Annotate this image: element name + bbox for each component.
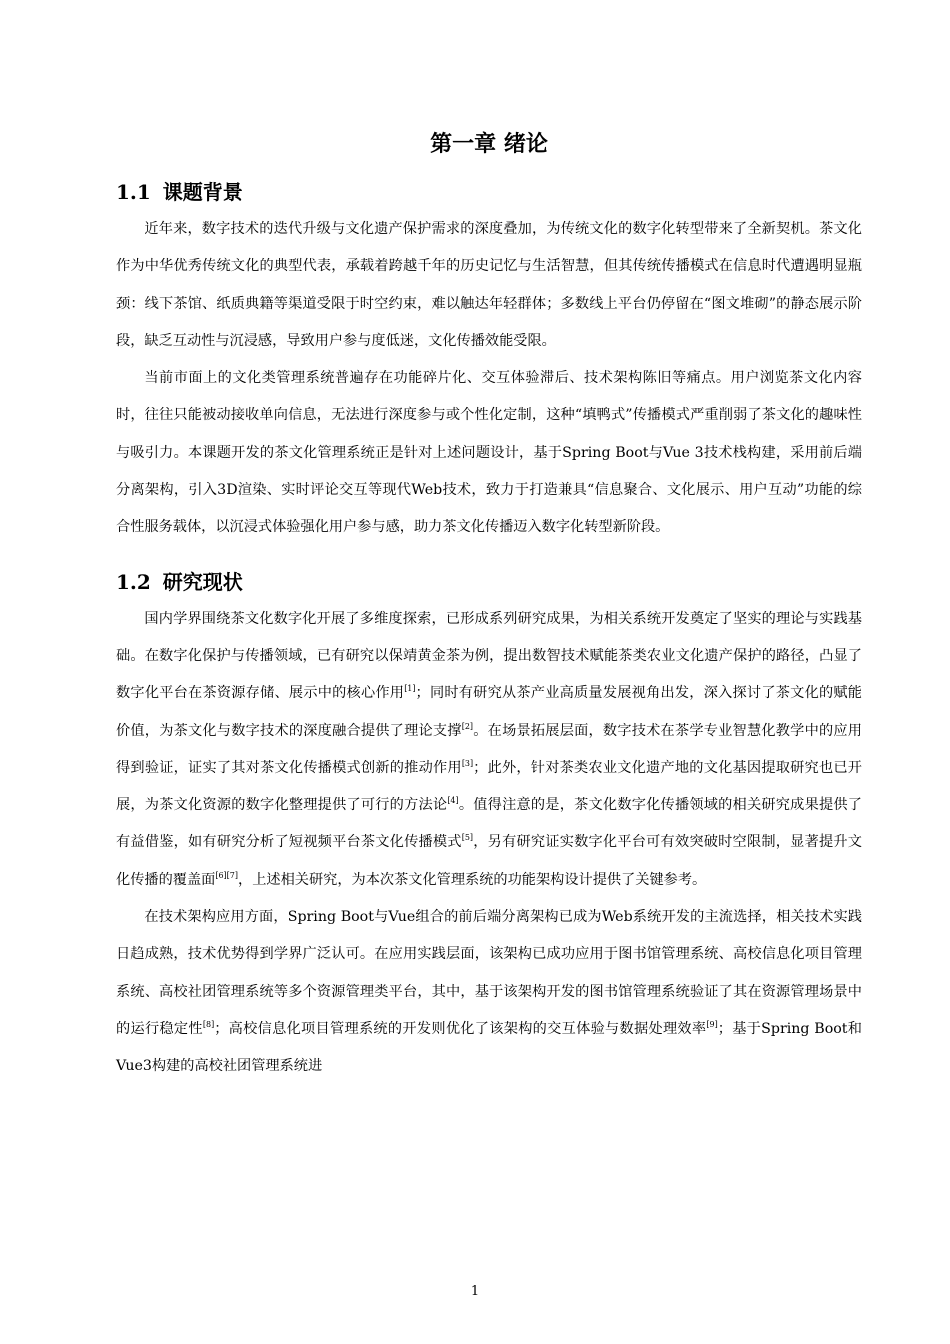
section-title: 课题背景 <box>162 180 243 204</box>
citation-ref: [2] <box>461 721 474 731</box>
paragraph-text: 。在场景拓展层面，数字技术在茶学专业智慧化教学中的应用得到验证，证实了其对茶文化传播模式创新的推动作用 <box>116 722 862 776</box>
paragraph-text: ；基于Spring Boot和Vue3构建的高校社团管理系统进 <box>116 1020 862 1075</box>
paragraph-text: ；高校信息化项目管理系统的开发则优化了该架构的交互体验与数据处理效率 <box>214 1020 707 1037</box>
citation-ref: [1] <box>404 684 416 694</box>
page-content <box>116 124 862 1086</box>
paragraph-text: 。值得注意的是，茶文化数字化传播领域的相关研究成果提供了有益借鉴，如有研究分析了短视频平台茶文化传播模式 <box>116 797 862 851</box>
citation-ref: [9] <box>706 1019 718 1029</box>
citation-ref: [6][7] <box>215 870 238 880</box>
citation-ref: [3] <box>461 758 474 768</box>
paragraph-text: ；此外，针对茶类农业文化遗产地的文化基因提取研究也已开展，为茶文化资源的数字化整理提供了可行的方法论 <box>116 759 862 814</box>
page-number: 1 <box>470 1284 480 1299</box>
section-heading <box>116 565 862 599</box>
paragraph-text: ，另有研究证实数字化平台可有效突破时空限制，显著提升文化传播的覆盖面 <box>116 834 862 888</box>
citation-ref: [5] <box>461 833 474 843</box>
section-heading <box>116 175 862 209</box>
paragraph-text: 国内学界围绕茶文化数字化开展了多维度探索，已形成系列研究成果，为相关系统开发奠定了坚实的理论与实践基础。在数字化保护与传播领域，已有研究以保靖黄金茶为例，提出数智技术赋能茶类农业文化遗产保护的路径，凸显了数字化平台在茶资源存储、展示中的核心作用 <box>116 610 862 702</box>
paragraph <box>116 899 862 1085</box>
paragraph-text: 在技术架构应用方面，Spring Boot与Vue组合的前后端分离架构已成为Web系统开发的主流选择，相关技术实践日趋成熟，技术优势得到学界广泛认可。在应用实践层面，该架构已成功应用于图书馆管理系统、高校信息化项目管理系统、高校社团管理系统等多个资源管理类平台，其中，基于该架构开发的图书馆管理系统验证了其在资源管理场景中的运行稳定性 <box>116 909 862 1037</box>
paragraph-text: 近年来，数字技术的迭代升级与文化遗产保护需求的深度叠加，为传统文化的数字化转型带来了全新契机。茶文化作为中华优秀传统文化的典型代表，承载着跨越千年的历史记忆与生活智慧，但其传统传播模式在信息时代遭遇明显瓶颈：线下茶馆、纸质典籍等渠道受限于时空约束，难以触达年轻群体；多数线上平台仍停留在“图文堆砌”的静态展示阶段，缺乏互动性与沉浸感，导致用户参与度低迷，文化传播效能受限。 <box>116 221 862 349</box>
section-title: 研究现状 <box>162 569 243 594</box>
paragraph-text: ，上述相关研究，为本次茶文化管理系统的功能架构设计提供了关键参考。 <box>238 871 707 888</box>
section-background <box>116 175 862 547</box>
citation-ref: [4] <box>447 796 459 806</box>
paragraph <box>116 360 862 546</box>
paragraph <box>116 601 862 899</box>
paragraph-text: ；同时有研究从茶产业高质量发展视角出发，深入探讨了茶文化的赋能价值，为茶文化与数字技术的深度融合提供了理论支撑 <box>116 685 862 739</box>
paragraph <box>116 211 862 360</box>
chapter-title: 第一章 绪论 <box>430 131 548 157</box>
section-number: 1.2 <box>116 569 151 594</box>
paragraph-text: 当前市面上的文化类管理系统普遍存在功能碎片化、交互体验滞后、技术架构陈旧等痛点。用户浏览茶文化内容时，往往只能被动接收单向信息，无法进行深度参与或个性化定制，这种“填鸭式”传播模式严重削弱了茶文化的趣味性与吸引力。本课题开发的茶文化管理系统正是针对上述问题设计，基于Spring Boot与Vue 3技术栈构建，采用前后端分离架构，引入3D渲染、实时评论交互等现代Web技术，致力于打造兼具“信息聚合、文化展示、用户互动”功能的综合性服务载体，以沉浸式体验强化用户参与感，助力茶文化传播迈入数字化转型新阶段。 <box>116 370 862 536</box>
section-research-status <box>116 565 862 1086</box>
citation-ref: [8] <box>202 1019 215 1029</box>
section-spacer <box>116 547 862 565</box>
section-number: 1.1 <box>116 180 151 204</box>
